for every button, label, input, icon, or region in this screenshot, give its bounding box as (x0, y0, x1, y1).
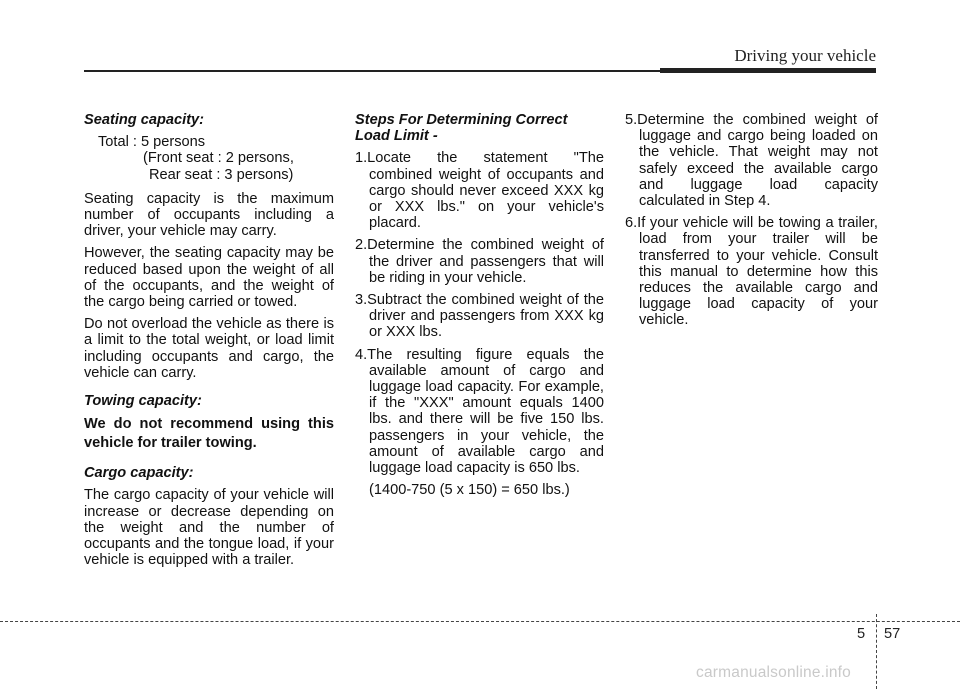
cargo-capacity-heading: Cargo capacity: (84, 465, 194, 482)
load-limit-steps-continued (625, 112, 878, 329)
towing-capacity-heading: Towing capacity: (84, 393, 202, 410)
step-1: 1.Locate the statement "The combined weight of occupants and cargo should never exceed XXX kg or XXX lbs." on your vehicle's placard. (355, 150, 604, 232)
seating-paragraph-2: However, the seating capacity may be reduced based upon the weight of all of the occupants, and the weight of the cargo being carried or towed. (84, 245, 334, 311)
example-formula: (1400-750 (5 x 150) = 650 lbs.) (369, 482, 570, 499)
towing-note: We do not recommend using this vehicle for trailer towing. (84, 416, 334, 452)
step-3: 3.Subtract the combined weight of the driver and passengers from XXX kg or XXX lbs. (355, 292, 604, 341)
seating-paragraph-3: Do not overload the vehicle as there is a limit to the total weight, or load limit including occupants and cargo, the vehicle can carry. (84, 316, 334, 381)
column-middle (355, 112, 604, 498)
seating-rear: Rear seat : 3 persons) (149, 166, 294, 183)
column-left (84, 112, 334, 574)
step-2: 2.Determine the combined weight of the driver and passengers that will be riding in your vehicle. (355, 237, 604, 286)
header-rule-accent (660, 68, 876, 73)
load-limit-heading: Steps For Determining Correct Load Limit - (355, 112, 568, 145)
seating-total: Total : 5 persons (98, 134, 206, 151)
page-number: 57 (884, 626, 901, 642)
step-5: 5.Determine the combined weight of luggage and cargo being loaded on the vehicle. That weight may not safely exceed the available cargo and luggage load capacity calculated in Step 4. (625, 112, 878, 210)
step-4: 4.The resulting figure equals the available amount of cargo and luggage load capacity. For example, if the "XXX" amount equals 1400 lbs. and there will be five 150 lbs. passengers in your vehicle, the amount of available cargo and luggage load capacity is 650 lbs. (355, 346, 604, 477)
watermark: carmanualsonline.info (696, 664, 851, 681)
column-right (625, 112, 878, 335)
cargo-paragraph: The cargo capacity of your vehicle will increase or decrease depending on the weight and the number of occupants and the tongue load, if your vehicle is equipped with a trailer. (84, 487, 334, 569)
page-section-number: 5 (857, 626, 866, 642)
step-6: 6.If your vehicle will be towing a trailer, load from your trailer will be transferred to your vehicle. Consult this manual to determine how this reduces the available cargo and luggage load capacity of your vehicle. (625, 215, 878, 329)
load-limit-steps (355, 150, 604, 476)
seating-capacity-heading: Seating capacity: (84, 112, 205, 128)
section-title: Driving your vehicle (734, 46, 876, 65)
footer-rule (0, 621, 960, 622)
seating-front: (Front seat : 2 persons, (143, 150, 294, 167)
footer-divider (876, 614, 877, 689)
seating-paragraph-1: Seating capacity is the maximum number of occupants including a driver, your vehicle may carry. (84, 190, 334, 240)
